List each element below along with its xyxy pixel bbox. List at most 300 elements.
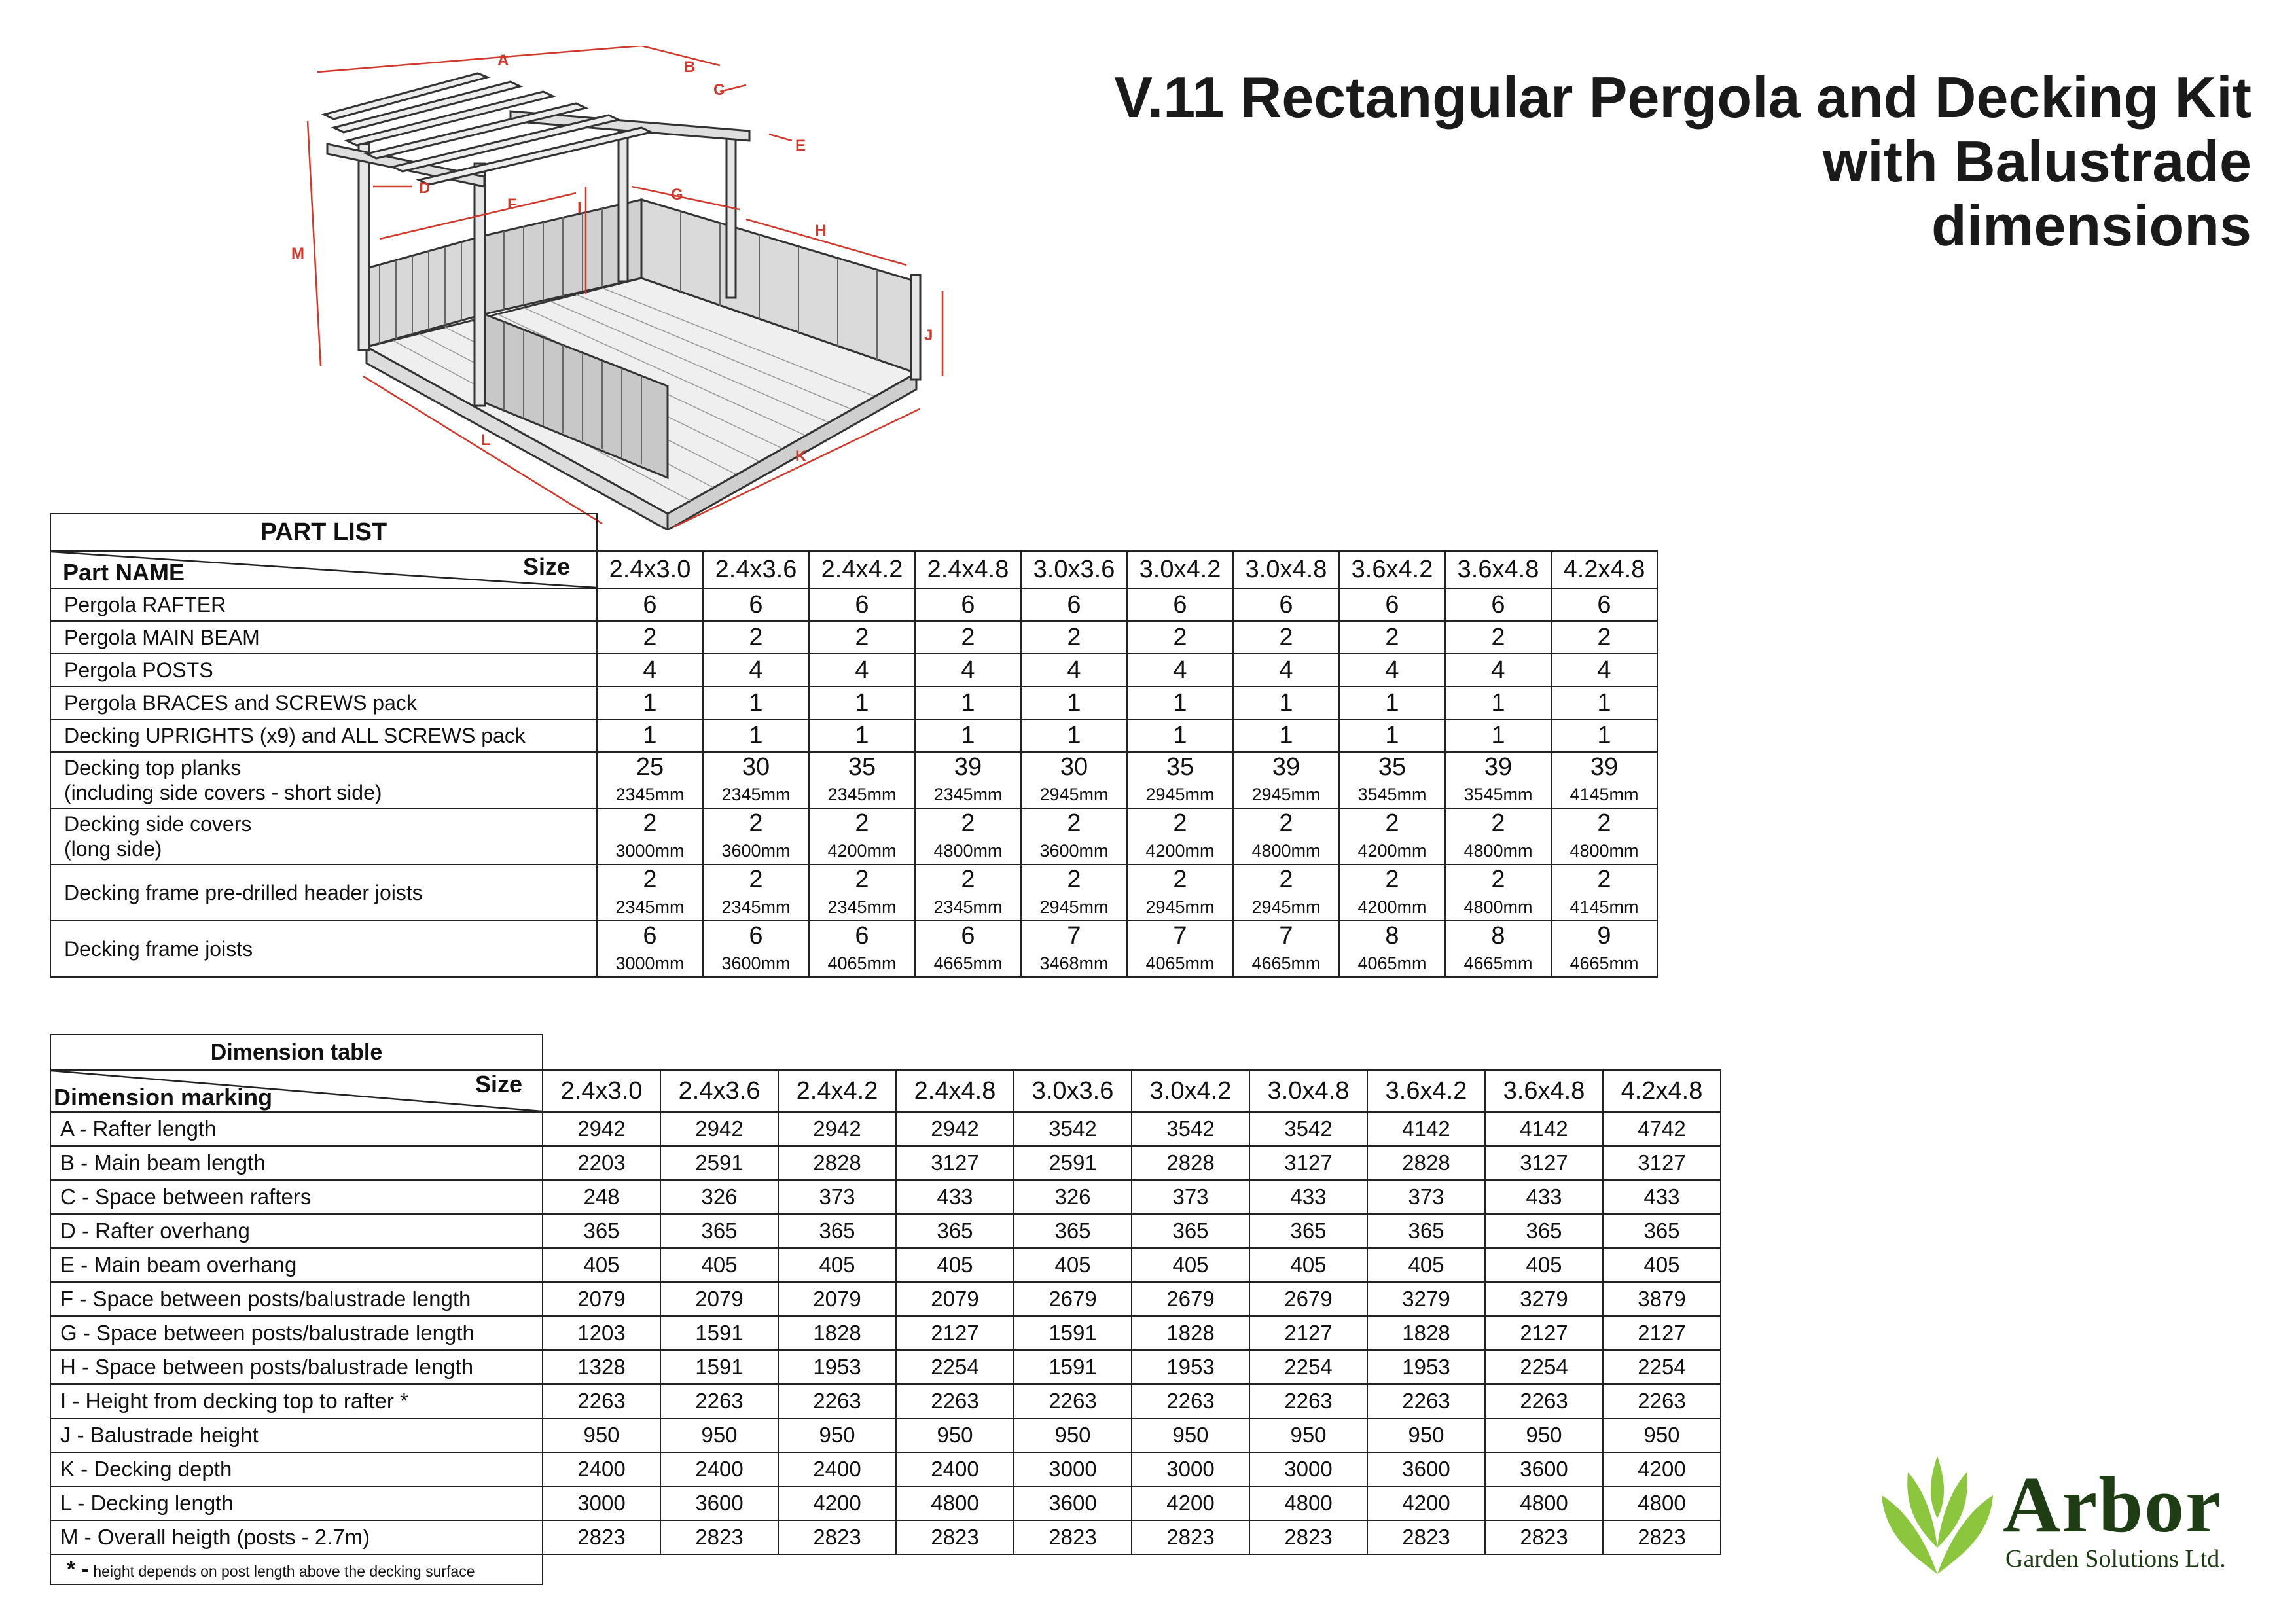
part-length: 2345mm <box>597 894 703 921</box>
dimension-name: L - Decking length <box>50 1486 543 1520</box>
label-b: B <box>684 58 696 76</box>
dimension-value: 2823 <box>1603 1520 1721 1554</box>
dimension-value: 405 <box>1014 1248 1132 1282</box>
footnote <box>50 1554 543 1584</box>
part-qty: 6 <box>703 921 809 950</box>
size-header: 2.4x3.6 <box>660 1070 778 1112</box>
dimension-value: 2127 <box>1249 1316 1367 1350</box>
part-qty: 25 <box>597 752 703 781</box>
dimension-value: 3600 <box>1014 1486 1132 1520</box>
part-qty: 7 <box>1127 921 1233 950</box>
dimension-value: 2828 <box>778 1146 896 1180</box>
dimension-value: 433 <box>1603 1180 1721 1214</box>
dimension-row <box>50 1384 1721 1418</box>
part-length: 4800mm <box>1551 838 1657 865</box>
dimension-value: 2079 <box>543 1282 660 1316</box>
dimension-value: 2942 <box>660 1112 778 1146</box>
part-qty: 4 <box>1233 654 1339 687</box>
dimension-value: 365 <box>896 1214 1014 1248</box>
part-row <box>50 865 1657 894</box>
part-row <box>50 621 1657 654</box>
page-title <box>1114 65 2251 258</box>
dimension-value: 1828 <box>778 1316 896 1350</box>
part-length: 4800mm <box>1445 838 1551 865</box>
part-name-line: (long side) <box>64 837 162 861</box>
part-name-line: Decking side covers <box>64 812 252 836</box>
dimension-value: 950 <box>543 1418 660 1452</box>
footnote-row <box>50 1554 1721 1584</box>
title-line-2: with Balustrade <box>1822 129 2251 194</box>
dimension-value: 4200 <box>1603 1452 1721 1486</box>
dimension-value: 2203 <box>543 1146 660 1180</box>
dimension-value: 950 <box>1367 1418 1485 1452</box>
label-l: L <box>481 431 491 449</box>
dimension-value: 3000 <box>543 1486 660 1520</box>
dimension-row <box>50 1180 1721 1214</box>
dimension-value: 3279 <box>1485 1282 1603 1316</box>
dimension-row <box>50 1112 1721 1146</box>
size-header: 2.4x3.0 <box>543 1070 660 1112</box>
part-qty: 1 <box>703 719 809 752</box>
part-qty: 2 <box>1127 621 1233 654</box>
dimension-value: 2400 <box>660 1452 778 1486</box>
dimension-value: 950 <box>1132 1418 1249 1452</box>
part-qty: 1 <box>1021 687 1127 719</box>
dimension-value: 2823 <box>1014 1520 1132 1554</box>
dimension-value: 2263 <box>1603 1384 1721 1418</box>
part-length: 4800mm <box>1445 894 1551 921</box>
part-qty: 9 <box>1551 921 1657 950</box>
size-header: 3.6x4.8 <box>1445 551 1551 588</box>
dimension-value: 2263 <box>896 1384 1014 1418</box>
part-length: 2945mm <box>1127 894 1233 921</box>
dimension-value: 3600 <box>1485 1452 1603 1486</box>
title-line-1: V.11 Rectangular Pergola and Decking Kit <box>1114 65 2251 130</box>
part-qty: 30 <box>1021 752 1127 781</box>
part-qty: 1 <box>1551 719 1657 752</box>
dimension-value: 405 <box>896 1248 1014 1282</box>
dimension-value: 3127 <box>1603 1146 1721 1180</box>
part-qty: 1 <box>703 687 809 719</box>
dimension-table-body <box>50 1112 1721 1554</box>
dimension-value: 4742 <box>1603 1112 1721 1146</box>
dimension-value: 2823 <box>1132 1520 1249 1554</box>
part-length: 2345mm <box>809 894 915 921</box>
dimension-value: 2942 <box>896 1112 1014 1146</box>
part-length: 2945mm <box>1233 781 1339 808</box>
size-header: 2.4x3.6 <box>703 551 809 588</box>
part-qty: 6 <box>1551 588 1657 621</box>
dimension-name: H - Space between posts/balustrade length <box>50 1350 543 1384</box>
part-qty: 1 <box>809 719 915 752</box>
part-length: 4800mm <box>1233 838 1339 865</box>
dimension-value: 2263 <box>543 1384 660 1418</box>
part-qty: 6 <box>1021 588 1127 621</box>
size-header: 3.0x3.6 <box>1014 1070 1132 1112</box>
part-length: 4200mm <box>809 838 915 865</box>
dimension-value: 3000 <box>1132 1452 1249 1486</box>
dimension-value: 2591 <box>1014 1146 1132 1180</box>
dimension-row <box>50 1452 1721 1486</box>
part-row <box>50 588 1657 621</box>
part-qty: 1 <box>1021 719 1127 752</box>
part-qty: 1 <box>1127 719 1233 752</box>
part-qty: 4 <box>809 654 915 687</box>
dimension-value: 2263 <box>660 1384 778 1418</box>
dimension-value: 2400 <box>896 1452 1014 1486</box>
part-qty: 2 <box>915 865 1021 894</box>
dimension-value: 3542 <box>1014 1112 1132 1146</box>
dimension-value: 4800 <box>1249 1486 1367 1520</box>
part-qty: 4 <box>1551 654 1657 687</box>
size-header: 2.4x3.0 <box>597 551 703 588</box>
dimension-value: 2942 <box>543 1112 660 1146</box>
size-header: 2.4x4.2 <box>778 1070 896 1112</box>
dimension-value: 2400 <box>543 1452 660 1486</box>
part-qty: 2 <box>1339 621 1445 654</box>
part-qty: 2 <box>1445 808 1551 838</box>
part-qty: 2 <box>597 621 703 654</box>
dimension-value: 365 <box>1249 1214 1367 1248</box>
part-list-body <box>50 588 1657 977</box>
label-c: C <box>713 81 725 99</box>
part-qty: 2 <box>1233 808 1339 838</box>
footnote-text: height depends on post length above the decking surface <box>89 1562 475 1580</box>
part-qty: 4 <box>1445 654 1551 687</box>
dimension-table-title: Dimension table <box>50 1035 543 1070</box>
part-length: 4065mm <box>809 950 915 977</box>
part-qty: 39 <box>915 752 1021 781</box>
part-row <box>50 808 1657 838</box>
corner-size-label: Size <box>475 1071 522 1097</box>
dimension-value: 3127 <box>1249 1146 1367 1180</box>
part-qty: 6 <box>597 921 703 950</box>
dimension-value: 1591 <box>660 1316 778 1350</box>
part-qty: 1 <box>597 719 703 752</box>
part-qty: 6 <box>597 588 703 621</box>
dimension-value: 2679 <box>1249 1282 1367 1316</box>
label-d: D <box>419 179 431 197</box>
part-qty: 2 <box>809 808 915 838</box>
dimension-value: 365 <box>1603 1214 1721 1248</box>
part-qty: 6 <box>703 588 809 621</box>
part-qty: 39 <box>1551 752 1657 781</box>
part-qty: 1 <box>915 687 1021 719</box>
part-name <box>50 752 597 808</box>
post-balustrade-end <box>911 275 920 380</box>
dimension-value: 2263 <box>1132 1384 1249 1418</box>
dimension-value: 2828 <box>1132 1146 1249 1180</box>
dimension-name: C - Space between rafters <box>50 1180 543 1214</box>
part-qty: 35 <box>1127 752 1233 781</box>
part-length: 4665mm <box>1445 950 1551 977</box>
part-list-header-row <box>50 551 1657 588</box>
corner-name-label: Dimension marking <box>54 1084 273 1111</box>
part-length: 4665mm <box>915 950 1021 977</box>
dimension-value: 3600 <box>660 1486 778 1520</box>
part-qty: 2 <box>1551 808 1657 838</box>
label-a: A <box>497 52 509 69</box>
part-name-line: Decking top planks <box>64 756 242 779</box>
part-qty: 1 <box>1127 687 1233 719</box>
dimension-row <box>50 1214 1721 1248</box>
dimension-value: 4200 <box>1367 1486 1485 1520</box>
part-qty: 2 <box>703 865 809 894</box>
part-qty: 6 <box>1445 588 1551 621</box>
dimension-value: 3542 <box>1132 1112 1249 1146</box>
part-qty: 1 <box>809 687 915 719</box>
part-qty: 2 <box>597 865 703 894</box>
part-qty: 2 <box>1445 621 1551 654</box>
dimension-value: 373 <box>1132 1180 1249 1214</box>
part-name-line: (including side covers - short side) <box>64 781 382 804</box>
part-length: 2945mm <box>1021 894 1127 921</box>
part-qty: 1 <box>1445 687 1551 719</box>
part-name-line: Decking frame pre-drilled header joists <box>64 881 423 904</box>
dimension-value: 1828 <box>1132 1316 1249 1350</box>
part-qty: 1 <box>1339 719 1445 752</box>
size-header: 3.6x4.2 <box>1339 551 1445 588</box>
part-name: Pergola MAIN BEAM <box>50 621 597 654</box>
part-qty: 2 <box>597 808 703 838</box>
dimension-value: 365 <box>543 1214 660 1248</box>
dimension-value: 4142 <box>1367 1112 1485 1146</box>
dimension-row <box>50 1316 1721 1350</box>
part-length: 3545mm <box>1339 781 1445 808</box>
dimension-value: 405 <box>1485 1248 1603 1282</box>
dimension-header-row <box>50 1070 1721 1112</box>
part-qty: 30 <box>703 752 809 781</box>
dimension-row <box>50 1418 1721 1452</box>
part-qty: 2 <box>809 865 915 894</box>
part-qty: 39 <box>1445 752 1551 781</box>
part-qty: 2 <box>1445 865 1551 894</box>
part-qty: 4 <box>1021 654 1127 687</box>
dimension-value: 405 <box>660 1248 778 1282</box>
label-m: M <box>291 245 304 262</box>
dimension-value: 365 <box>660 1214 778 1248</box>
label-k: K <box>795 448 807 465</box>
dimension-value: 2127 <box>896 1316 1014 1350</box>
part-length: 4200mm <box>1339 838 1445 865</box>
dimension-value: 1203 <box>543 1316 660 1350</box>
part-qty: 6 <box>809 921 915 950</box>
dimension-value: 1328 <box>543 1350 660 1384</box>
part-name <box>50 808 597 865</box>
size-header: 3.0x3.6 <box>1021 551 1127 588</box>
part-qty: 8 <box>1339 921 1445 950</box>
dimension-value: 1953 <box>1367 1350 1485 1384</box>
size-header: 4.2x4.8 <box>1551 551 1657 588</box>
part-length: 3600mm <box>703 950 809 977</box>
part-qty: 2 <box>1339 808 1445 838</box>
label-f: F <box>507 196 517 213</box>
size-header: 4.2x4.8 <box>1603 1070 1721 1112</box>
part-row <box>50 687 1657 719</box>
dimension-value: 405 <box>1603 1248 1721 1282</box>
dimension-name: B - Main beam length <box>50 1146 543 1180</box>
part-qty: 6 <box>1339 588 1445 621</box>
post-front-right <box>475 164 485 406</box>
dimension-name: A - Rafter length <box>50 1112 543 1146</box>
part-length: 4065mm <box>1127 950 1233 977</box>
dimension-value: 2263 <box>1485 1384 1603 1418</box>
dimension-value: 950 <box>660 1418 778 1452</box>
part-length: 3600mm <box>1021 838 1127 865</box>
part-length: 3000mm <box>597 950 703 977</box>
dimension-value: 365 <box>1367 1214 1485 1248</box>
part-qty: 1 <box>1233 687 1339 719</box>
post-back-left <box>619 131 628 281</box>
dimension-value: 2679 <box>1014 1282 1132 1316</box>
part-name: Pergola BRACES and SCREWS pack <box>50 687 597 719</box>
dimension-value: 1591 <box>1014 1316 1132 1350</box>
dimension-value: 2254 <box>896 1350 1014 1384</box>
part-qty: 2 <box>1021 808 1127 838</box>
dimension-value: 1953 <box>778 1350 896 1384</box>
part-qty: 8 <box>1445 921 1551 950</box>
part-list-table <box>50 513 1658 978</box>
part-list-corner <box>50 551 597 588</box>
dimension-value: 2823 <box>660 1520 778 1554</box>
dimension-value: 3879 <box>1603 1282 1721 1316</box>
part-length: 2945mm <box>1127 781 1233 808</box>
dimension-value: 4200 <box>1132 1486 1249 1520</box>
part-length: 2345mm <box>915 781 1021 808</box>
part-qty: 2 <box>1551 865 1657 894</box>
part-name-line: Decking frame joists <box>64 937 253 961</box>
logo-text <box>2003 1461 2226 1573</box>
size-header: 3.0x4.2 <box>1132 1070 1249 1112</box>
dimension-name: G - Space between posts/balustrade length <box>50 1316 543 1350</box>
part-length: 3600mm <box>703 838 809 865</box>
part-length: 4665mm <box>1551 950 1657 977</box>
part-qty: 1 <box>1445 719 1551 752</box>
part-qty: 2 <box>703 808 809 838</box>
label-g: G <box>671 186 683 204</box>
dimension-value: 365 <box>1014 1214 1132 1248</box>
pergola-structure <box>324 73 920 530</box>
post-back-right <box>726 131 736 298</box>
dimension-value: 326 <box>1014 1180 1132 1214</box>
dimension-value: 365 <box>778 1214 896 1248</box>
part-qty: 35 <box>1339 752 1445 781</box>
part-length: 4065mm <box>1339 950 1445 977</box>
dimension-value: 405 <box>1249 1248 1367 1282</box>
part-qty: 2 <box>915 621 1021 654</box>
corner-name-label: Part NAME <box>63 559 185 586</box>
part-length: 4200mm <box>1127 838 1233 865</box>
part-qty: 1 <box>915 719 1021 752</box>
dimension-value: 3279 <box>1367 1282 1485 1316</box>
part-list-title: PART LIST <box>50 514 597 551</box>
dimension-name: D - Rafter overhang <box>50 1214 543 1248</box>
dimension-corner <box>50 1070 543 1112</box>
part-length: 2345mm <box>597 781 703 808</box>
dimension-value: 2823 <box>778 1520 896 1554</box>
dimension-value: 248 <box>543 1180 660 1214</box>
dimension-name: E - Main beam overhang <box>50 1248 543 1282</box>
part-row <box>50 921 1657 950</box>
label-e: E <box>795 137 806 154</box>
dimension-value: 433 <box>1485 1180 1603 1214</box>
part-length: 4665mm <box>1233 950 1339 977</box>
dimension-row <box>50 1282 1721 1316</box>
dimension-value: 433 <box>1249 1180 1367 1214</box>
part-qty: 35 <box>809 752 915 781</box>
part-qty: 2 <box>1127 865 1233 894</box>
dimension-value: 2254 <box>1485 1350 1603 1384</box>
size-header: 3.0x4.8 <box>1233 551 1339 588</box>
size-header: 3.0x4.8 <box>1249 1070 1367 1112</box>
part-length: 2345mm <box>703 781 809 808</box>
dimension-value: 2079 <box>778 1282 896 1316</box>
part-length: 2345mm <box>809 781 915 808</box>
part-qty: 1 <box>1233 719 1339 752</box>
part-qty: 2 <box>703 621 809 654</box>
dimension-value: 3000 <box>1014 1452 1132 1486</box>
part-qty: 1 <box>597 687 703 719</box>
dimension-value: 405 <box>543 1248 660 1282</box>
dimension-value: 950 <box>1485 1418 1603 1452</box>
dimension-value: 2823 <box>543 1520 660 1554</box>
part-qty: 6 <box>1127 588 1233 621</box>
part-qty: 6 <box>915 588 1021 621</box>
part-qty: 2 <box>809 621 915 654</box>
part-length: 4145mm <box>1551 894 1657 921</box>
part-qty: 2 <box>1551 621 1657 654</box>
pergola-drawing <box>262 46 956 530</box>
dimension-value: 2127 <box>1485 1316 1603 1350</box>
part-qty: 2 <box>1339 865 1445 894</box>
part-name: Decking UPRIGHTS (x9) and ALL SCREWS pack <box>50 719 597 752</box>
part-qty: 4 <box>915 654 1021 687</box>
dimension-value: 326 <box>660 1180 778 1214</box>
dimension-name: I - Height from decking top to rafter * <box>50 1384 543 1418</box>
dimension-value: 2828 <box>1367 1146 1485 1180</box>
part-qty: 2 <box>1021 865 1127 894</box>
dimension-value: 2823 <box>1249 1520 1367 1554</box>
dimension-value: 4800 <box>1603 1486 1721 1520</box>
dimension-value: 2263 <box>1249 1384 1367 1418</box>
dimension-value: 2942 <box>778 1112 896 1146</box>
dimension-value: 1828 <box>1367 1316 1485 1350</box>
logo-subtitle: Garden Solutions Ltd. <box>2005 1545 2226 1573</box>
part-row <box>50 654 1657 687</box>
dimension-value: 950 <box>1603 1418 1721 1452</box>
dimension-value: 373 <box>1367 1180 1485 1214</box>
dimension-value: 2823 <box>1367 1520 1485 1554</box>
part-length: 2945mm <box>1233 894 1339 921</box>
part-qty: 39 <box>1233 752 1339 781</box>
size-header: 3.6x4.2 <box>1367 1070 1485 1112</box>
dimension-value: 3127 <box>896 1146 1014 1180</box>
part-length: 3468mm <box>1021 950 1127 977</box>
dimension-value: 2127 <box>1603 1316 1721 1350</box>
logo-name: Arbor <box>2003 1461 2223 1549</box>
dimension-value: 373 <box>778 1180 896 1214</box>
part-length: 2345mm <box>915 894 1021 921</box>
dimension-value: 365 <box>1132 1214 1249 1248</box>
dimension-value: 3000 <box>1249 1452 1367 1486</box>
dimension-value: 3600 <box>1367 1452 1485 1486</box>
dimension-value: 405 <box>778 1248 896 1282</box>
arbor-leaf-logo-icon <box>1872 1450 2003 1580</box>
dimension-name: K - Decking depth <box>50 1452 543 1486</box>
size-header: 2.4x4.2 <box>809 551 915 588</box>
dimension-value: 4200 <box>778 1486 896 1520</box>
part-qty: 6 <box>1233 588 1339 621</box>
